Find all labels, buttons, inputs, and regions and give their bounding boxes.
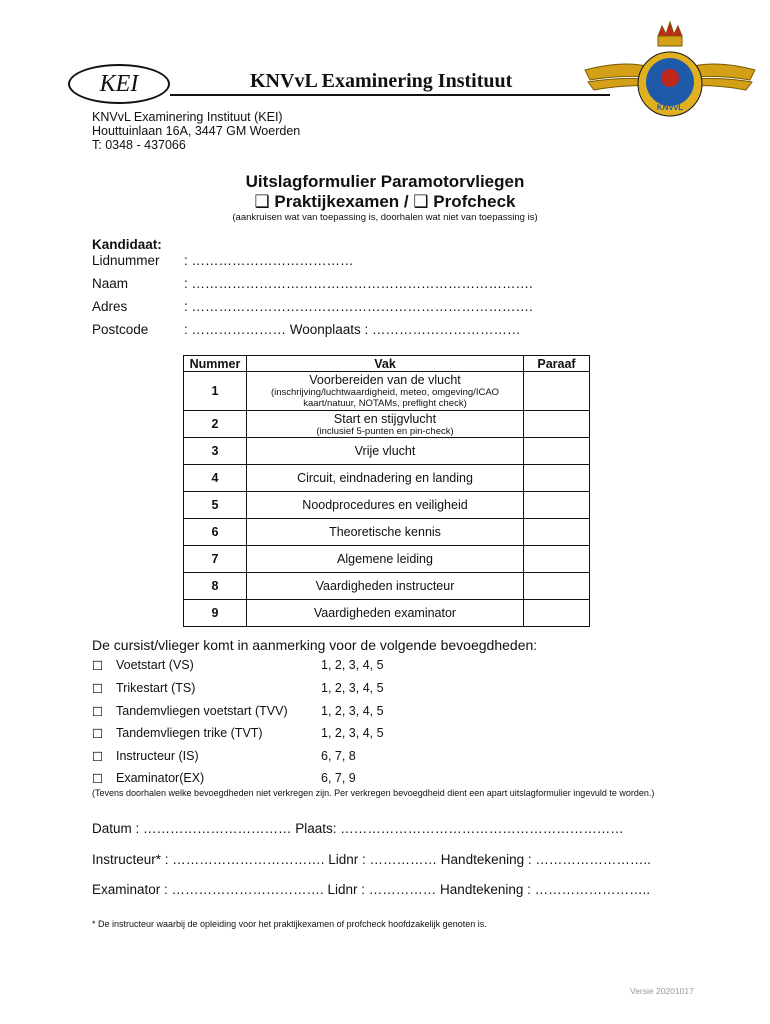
table-header-row [184, 356, 590, 372]
lidnummer-label: Lidnummer [92, 253, 160, 268]
paraaf-cell[interactable] [524, 465, 590, 492]
row-number: 1 [184, 372, 247, 411]
row-vak: Vrije vlucht [247, 438, 524, 465]
form-title: Uitslagformulier Paramotorvliegen [245, 172, 525, 191]
bevoegdheid-vakken: 6, 7, 8 [321, 749, 356, 763]
bevoegdheden-heading: De cursist/vlieger komt in aanmerking voor de volgende bevoegdheden: [92, 637, 538, 653]
version-label: Versie 20201017 [630, 986, 694, 996]
row-number: 8 [184, 573, 247, 600]
bevoegdheid-label: Tandemvliegen trike (TVT) [116, 726, 263, 740]
vak-title: Voorbereiden van de vlucht [309, 373, 461, 387]
header-nummer: Nummer [184, 356, 247, 372]
bevoegdheid-label: Tandemvliegen voetstart (TVV) [116, 704, 288, 718]
table-row [184, 546, 590, 573]
row-number: 3 [184, 438, 247, 465]
table-row [184, 411, 590, 438]
vak-subtitle: (inschrijving/luchtwaardigheid, meteo, omgeving/ICAO kaart/natuur, NOTAMs, preflight check) [270, 387, 500, 409]
table-row [184, 438, 590, 465]
row-vak: Vaardigheden examinator [247, 600, 524, 627]
header-vak: Vak [247, 356, 524, 372]
paraaf-cell[interactable] [524, 573, 590, 600]
row-number: 6 [184, 519, 247, 546]
table-row [184, 372, 590, 411]
adres-label: Adres [92, 299, 128, 314]
checkbox-ex[interactable]: ☐ [92, 772, 104, 786]
vakken-table [183, 355, 590, 627]
paraaf-cell[interactable] [524, 438, 590, 465]
adres-field[interactable]: : …………………………………………………………………. [184, 299, 533, 314]
row-number: 7 [184, 546, 247, 573]
bevoegdheid-label: Trikestart (TS) [116, 681, 196, 695]
crown-icon [658, 22, 682, 46]
checkbox-vs[interactable]: ☐ [92, 659, 104, 673]
row-vak: Algemene leiding [247, 546, 524, 573]
kei-oval [68, 64, 170, 104]
paraaf-cell[interactable] [524, 600, 590, 627]
table-row [184, 465, 590, 492]
form-note: (aankruisen wat van toepassing is, doorhalen wat niet van toepassing is) [232, 212, 538, 223]
paraaf-cell[interactable] [524, 372, 590, 411]
form-type: ❑ Praktijkexamen / ❑ Profcheck [254, 192, 516, 211]
vak-subtitle: (inclusief 5-punten en pin-check) [316, 425, 454, 437]
postcode-field[interactable]: : ………………… Woonplaats : …………………………… [184, 322, 521, 337]
bevoegdheid-label: Examinator(EX) [116, 771, 205, 785]
bevoegdheid-vakken: 1, 2, 3, 4, 5 [321, 658, 384, 672]
header-title: KNVvL Examinering Instituut [250, 70, 513, 92]
row-vak: Noodprocedures en veiligheid [247, 492, 524, 519]
logo-text: KNVvL [656, 103, 684, 112]
knvvl-logo [580, 18, 760, 118]
address-line-1: KNVvL Examinering Instituut (KEI) [92, 110, 283, 124]
bevoegdheden-note: (Tevens doorhalen welke bevoegdheden niet verkregen zijn. Per verkregen bevoegdheid dient een apart uitslagformulier ingevuld te worden.) [92, 788, 655, 798]
table-row [184, 492, 590, 519]
bevoegdheid-vakken: 1, 2, 3, 4, 5 [321, 681, 384, 695]
table-row [184, 600, 590, 627]
paraaf-cell[interactable] [524, 492, 590, 519]
naam-label: Naam [92, 276, 129, 291]
checkbox-tvt[interactable]: ☐ [92, 727, 104, 741]
bevoegdheid-vakken: 6, 7, 9 [321, 771, 356, 785]
kei-label: KEI [99, 70, 139, 97]
checkbox-tvv[interactable]: ☐ [92, 705, 104, 719]
postcode-label: Postcode [92, 322, 149, 337]
vak-title: Start en stijgvlucht [333, 411, 437, 426]
checkbox-is[interactable]: ☐ [92, 750, 104, 764]
table-row [184, 573, 590, 600]
bevoegdheid-vakken: 1, 2, 3, 4, 5 [321, 704, 384, 718]
header-rule [170, 94, 610, 96]
bevoegdheid-label: Instructeur (IS) [116, 749, 199, 763]
row-vak: Vaardigheden instructeur [247, 573, 524, 600]
kandidaat-heading: Kandidaat: [92, 237, 162, 252]
paraaf-cell[interactable] [524, 519, 590, 546]
bevoegdheid-vakken: 1, 2, 3, 4, 5 [321, 726, 384, 740]
row-vak: Circuit, eindnadering en landing [247, 465, 524, 492]
table-row [184, 519, 590, 546]
address-line-3: T: 0348 - 437066 [92, 138, 186, 152]
bevoegdheid-label: Voetstart (VS) [116, 658, 194, 672]
instructeur-line[interactable]: Instructeur* : ……………………………. Lidnr : …………… Handtekening : …………………….. [92, 852, 651, 867]
datum-plaats-line[interactable]: Datum : …………………………… Plaats: ……………………………………………………… [92, 821, 624, 836]
lidnummer-field[interactable]: : ……………………………… [184, 253, 354, 268]
row-number: 5 [184, 492, 247, 519]
row-vak [247, 411, 524, 438]
paraaf-cell[interactable] [524, 411, 590, 438]
row-number: 2 [184, 411, 247, 438]
address-line-2: Houttuinlaan 16A, 3447 GM Woerden [92, 124, 301, 138]
examinator-line[interactable]: Examinator : ……………………………. Lidnr : …………… Handtekening : …………………….. [92, 882, 651, 897]
naam-field[interactable]: : …………………………………………………………………. [184, 276, 533, 291]
row-number: 4 [184, 465, 247, 492]
row-number: 9 [184, 600, 247, 627]
row-vak [247, 372, 524, 411]
row-vak: Theoretische kennis [247, 519, 524, 546]
header-paraaf: Paraaf [524, 356, 590, 372]
footnote: * De instructeur waarbij de opleiding voor het praktijkexamen of profcheck hoofdzakelijk genoten is. [92, 919, 487, 929]
checkbox-ts[interactable]: ☐ [92, 682, 104, 696]
paraaf-cell[interactable] [524, 546, 590, 573]
